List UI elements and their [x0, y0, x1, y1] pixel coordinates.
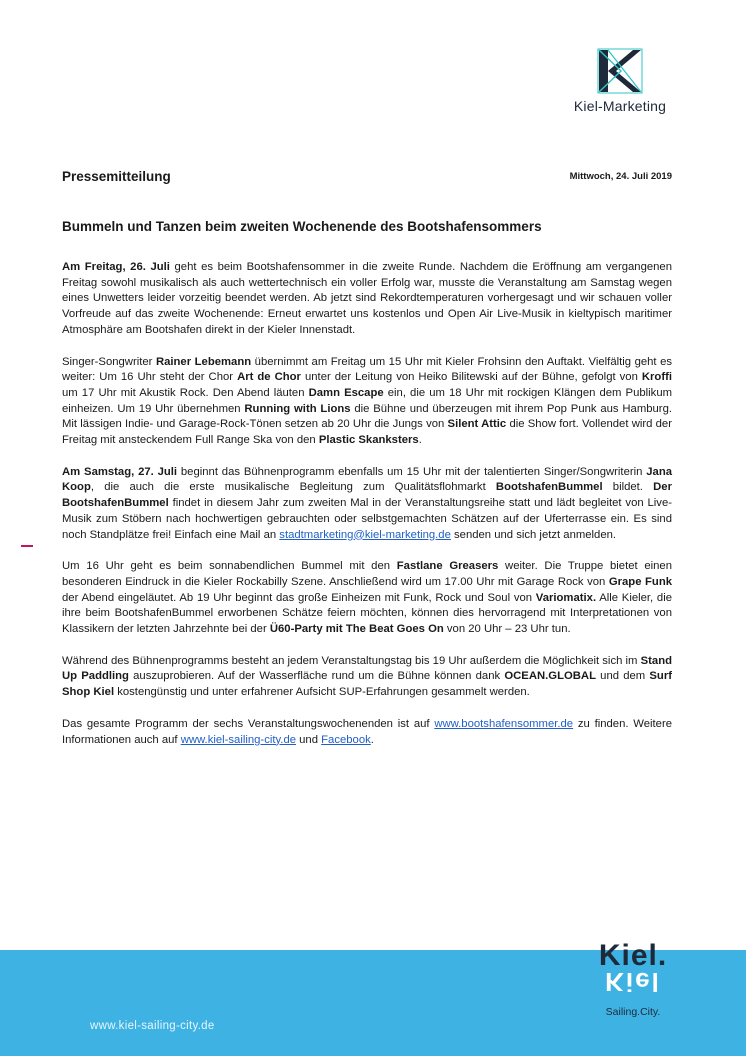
logo-brand-text: Kiel-Marketing — [573, 98, 667, 114]
paragraph-1: Am Freitag, 26. Juli geht es beim Bootshafensommer in die zweite Runde. Nachdem die Eröffnung am vergangenen Freitag sowohl musikalisch als auch wettertechnisch ein voller Erfolg war, musste die Veranstaltung am Samstag wegen eines Unwetters leider vorzeitig beendet werden. Ab jetzt sind Rekordtemperaturen vorhergesagt und wir schauen voller Vorfreude auf das zweite Wochenende: Erneut erwartet uns kostenlos und Open Air Live-Musik in kieltypisch maritimer Atmosphäre am Bootshafen direkt in der Kieler Innenstadt. — [62, 261, 672, 336]
facebook-link[interactable]: Facebook — [321, 733, 371, 746]
footer-url: www.kiel-sailing-city.de — [90, 1020, 215, 1032]
kiel-logo-mirror: Kiel — [605, 967, 661, 997]
kiel-marketing-logo — [560, 48, 680, 114]
article-body — [62, 260, 672, 764]
release-date: Mittwoch, 24. Juli 2019 — [569, 171, 672, 182]
paragraph-3: Am Samstag, 27. Juli beginnt das Bühnenprogramm ebenfalls um 15 Uhr mit der talentierten Singer/Songwriterin Jana Koop, die auch die erste musikalische Begleitung zum Qualitätsflohmarkt BootshafenBummel bildet. Der BootshafenBummel findet in diesem Jahr zum zweiten Mal in der Veranstaltungsreihe statt und lädt begleitet von Live-Musik zum Stöbern nach hochwertigen gebrauchten oder selbstgemachten Schätzen auf der Uferterrasse ein. Es sind noch Standplätze frei! Einfach eine Mail an stadtmarketing@kiel-marketing.de senden und sich jetzt anmelden. — [62, 465, 672, 541]
website-link[interactable]: www.bootshafensommer.de — [434, 717, 574, 730]
kiel-logo-tagline: Sailing.City. — [605, 1006, 661, 1018]
sailing-city-link[interactable]: www.kiel-sailing-city.de — [180, 733, 297, 746]
press-release-label: Pressemitteilung — [62, 169, 171, 184]
margin-marker — [21, 545, 33, 547]
paragraph-2: Singer-Songwriter Rainer Lebemann übernimmt am Freitag um 15 Uhr mit Kieler Frohsinn den Auftakt. Vielfältig geht es weiter: Um 16 Uhr steht der Chor Art de Chor unter der Leitung von Heiko Bilitewski auf der Bühne, gefolgt von Kroffi um 17 Uhr mit Akustik Rock. Den Abend läuten Damn Escape ein, die um 18 Uhr mit rockigen Klängen dem Publikum einheizen. Um 19 Uhr übernehmen Running with Lions die Bühne und überzeugen mit ihrem Pop Punk aus Hamburg. Mit lässigen Indie- und Garage-Rock-Tönen setzen ab 20 Uhr die Jungs von Silent Attic die Show fort. Vollendet wird der Freitag mit ansteckendem Full Range Ska von den Plastic Skanksters. — [62, 355, 673, 447]
headline: Bummeln und Tanzen beim zweiten Wochenende des Bootshafensommers — [62, 219, 542, 234]
paragraph-4: Um 16 Uhr geht es beim sonnabendlichen Bummel mit den Fastlane Greasers weiter. Die Truppe bietet einen besonderen Eindruck in die Kieler Rockabilly Szene. Anschließend wird um 17.00 Uhr mit Garage Rock von Grape Funk der Abend eingeläutet. Ab 19 Uhr beginnt das große Einheizen mit Funk, Rock und Soul von Variomatix. Alle Kieler, die ihre beim BootshafenBummel erworbenen Schätze feiern möchten, können dies hervorragend mit Interpretationen von Klassikern der letzten Jahrzehnte bei der Ü60-Party mit The Beat Goes On von 20 Uhr – 23 Uhr tun. — [62, 560, 673, 636]
kiel-logo-text: Kiel. — [598, 939, 668, 972]
kiel-sailing-city-logo — [578, 939, 688, 1018]
paragraph-5: Während des Bühnenprogramms besteht an jedem Veranstaltungstag bis 19 Uhr außerdem die Möglichkeit sich im Stand Up Paddling auszuprobieren. Auf der Wasserfläche rund um die Bühne können dank OCEAN.GLOBAL und dem Surf Shop Kiel kostengünstig und unter erfahrener Aufsicht SUP-Erfahrungen gesammelt werden. — [62, 654, 672, 699]
paragraph-6: Das gesamte Programm der sechs Veranstaltungswochenenden ist auf www.bootshafensommer.de zu finden. Weitere Informationen auch auf www.kiel-sailing-city.de und Facebook. — [62, 717, 672, 746]
header-row — [62, 168, 672, 186]
k-logo-icon — [597, 48, 643, 94]
email-link[interactable]: stadtmarketing@kiel-marketing.de — [279, 528, 451, 541]
